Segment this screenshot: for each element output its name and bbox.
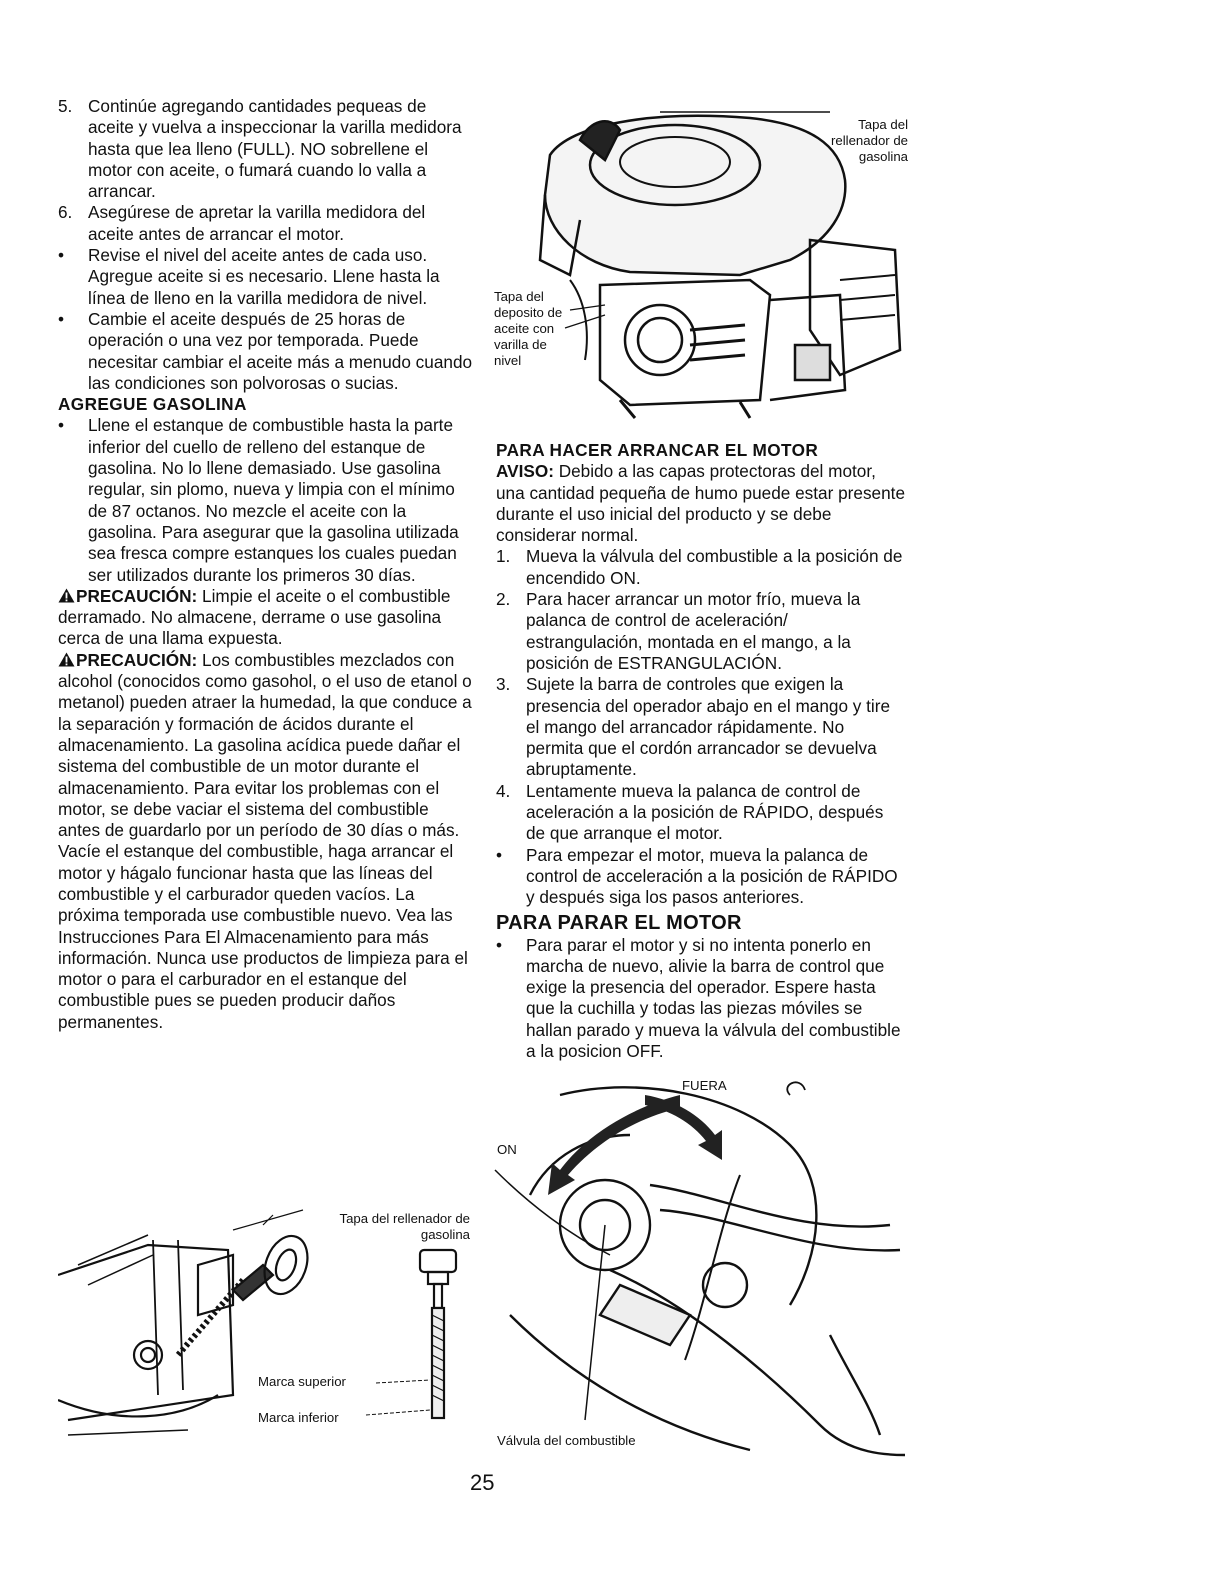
section-heading-start-engine: PARA HACER ARRANCAR EL MOTOR [496,440,819,460]
caution-label: PRECAUCIÓN: [76,585,198,606]
warning-triangle-icon [58,652,75,667]
label-upper-mark: Marca superior [258,1374,346,1389]
item-text: Llene el estanque de combustible hasta la parte inferior del cuello de relleno del estanque de gasolina. No lo llene demasiado. Use gasolina regular, sin plomo, nueva y limpia con el mínimo de 87 octanos. No mezcle el aceite con la gasolina. Para asegurar que la gasolina utilizada sea fresca compre estanques los cuales puedan ser utilizados durante los primeros 30 días. [88,415,459,585]
item-marker: 4. [496,780,511,801]
list-item-step-3 [496,674,906,780]
caution-text: Limpie el aceite o el combustible derramado. No almacene, derrame o use gasolina cerca de una llama expuesta. [58,585,451,649]
list-item-step-6 [58,202,474,245]
right-column [496,440,906,1062]
section-heading-add-gasoline: AGREGUE GASOLINA [58,394,247,415]
label-fuel-cap-engine: Tapa del rellenador de gasolina [831,117,908,164]
item-marker: 3. [496,674,511,695]
list-item-step-1 [496,546,906,589]
notice-paragraph [496,461,906,546]
caution-text: Los combustibles mezclados con alcohol (conocidos como gasohol, o el uso de etanol o metanol) pueden atraer la humedad, la que conduce a la separación y formación de ácidos durante el almacenamiento. La gasolina acídica puede dañar el sistema del combustible de un motor durante el almacenamiento. Para evitar los problemas con el motor, se debe vaciar el sistema del combustible antes de guardarlo por un período de 30 días o más. Vacíe el estanque del combustible, haga arrancar el motor y hágalo funcionar hasta que las líneas del combustible y el carburador queden vacíos. La próxima temporada use combustible nuevo. Vea las Instrucciones Para El Almacenamiento para más información. Nunca use productos de limpieza para el motor o para el carburador en el estanque del combustible pues se pueden producir daños permanentes. [58,649,472,1032]
item-marker: • [58,415,65,436]
list-item-step-5 [58,96,474,202]
item-text: Continúe agregando cantidades pequeas de aceite y vuelva a inspeccionar la varilla medidora hasta que lea lleno (FULL). NO sobrellene el motor con aceite, o fumará cuando lo valla a arrancar. [88,96,462,202]
item-text: Para empezar el motor, mueva la palanca de control de acceleración a la posición de RÁPIDO y después siga los pasos anteriores. [526,844,898,908]
item-text: Para parar el motor y si no intenta ponerlo en marcha de nuevo, alivie la barra de control que exige la presencia del operador. Espere hasta que la cuchilla y todas las piezas móviles se hallan parado y mueva la válvula del combustible a la posicion OFF. [526,934,901,1062]
item-text: Revise el nivel del aceite antes de cada uso. Agregue aceite si es necesario. Llene hasta la línea de lleno en la varilla medidora de nivel. [88,245,440,308]
item-text: Sujete la barra de controles que exigen la presencia del operador abajo en el mango y tire el mango del arrancador rápidamente. No permita que el cordón arrancador se devuelva abruptamente. [526,674,891,780]
item-marker: 5. [58,96,73,116]
list-item-step-2 [496,589,906,674]
caution-paragraph-spill [58,586,474,650]
item-text: Mueva la válvula del combustible a la posición de encendido ON. [526,546,903,588]
label-off: FUERA [682,1078,727,1093]
item-text: Asegúrese de apretar la varilla medidora del aceite antes de arrancar el motor. [88,202,426,244]
notice-label: AVISO: [496,461,554,482]
list-item-fill-tank [58,415,474,585]
item-text: Lentamente mueva la palanca de control de aceleración a la posición de RÁPIDO, después de que arranque el motor. [526,780,884,844]
caution-paragraph-alcohol [58,650,474,1033]
list-item-start-bullet [496,845,906,909]
label-on: ON [497,1142,517,1157]
left-column [58,96,474,1033]
list-item-step-4 [496,781,906,845]
section-heading-stop-engine: PARA PARAR EL MOTOR [496,911,742,934]
item-marker: • [496,844,503,865]
label-fuel-cap-dipstick: Tapa del rellenador de gasolina [339,1211,470,1242]
notice-text: Debido a las capas protectoras del motor, una cantidad pequeña de humo puede estar presente durante el uso inicial del producto y se debe considerar normal. [496,461,906,546]
fuel-valve-illustration [490,1075,910,1470]
label-oil-cap: Tapa del deposito de aceite con varilla de nivel [494,289,563,368]
warning-triangle-icon [58,588,75,603]
list-item-stop-bullet [496,935,906,1063]
item-marker: • [58,245,65,266]
item-text: Cambie el aceite después de 25 horas de operación o una vez por temporada. Puede necesitar cambiar el aceite más a menudo cuando las condiciones son polvorosas o sucias. [88,308,473,393]
item-marker: • [58,308,65,329]
item-marker: 1. [496,546,511,567]
item-marker: 6. [58,202,73,223]
page-number: 25 [470,1470,495,1495]
label-lower-mark: Marca inferior [258,1410,339,1425]
caution-label: PRECAUCIÓN: [76,649,198,670]
label-fuel-valve: Válvula del combustible [497,1433,636,1448]
item-marker: • [496,934,503,955]
item-text: Para hacer arrancar un motor frío, mueva la palanca de control de aceleración/ estrangulación, montada en el mango, a la posición de ESTRANGULACIÓN. [526,589,861,673]
list-item-change-oil [58,309,474,394]
item-marker: 2. [496,589,511,610]
list-item-check-oil [58,245,474,309]
